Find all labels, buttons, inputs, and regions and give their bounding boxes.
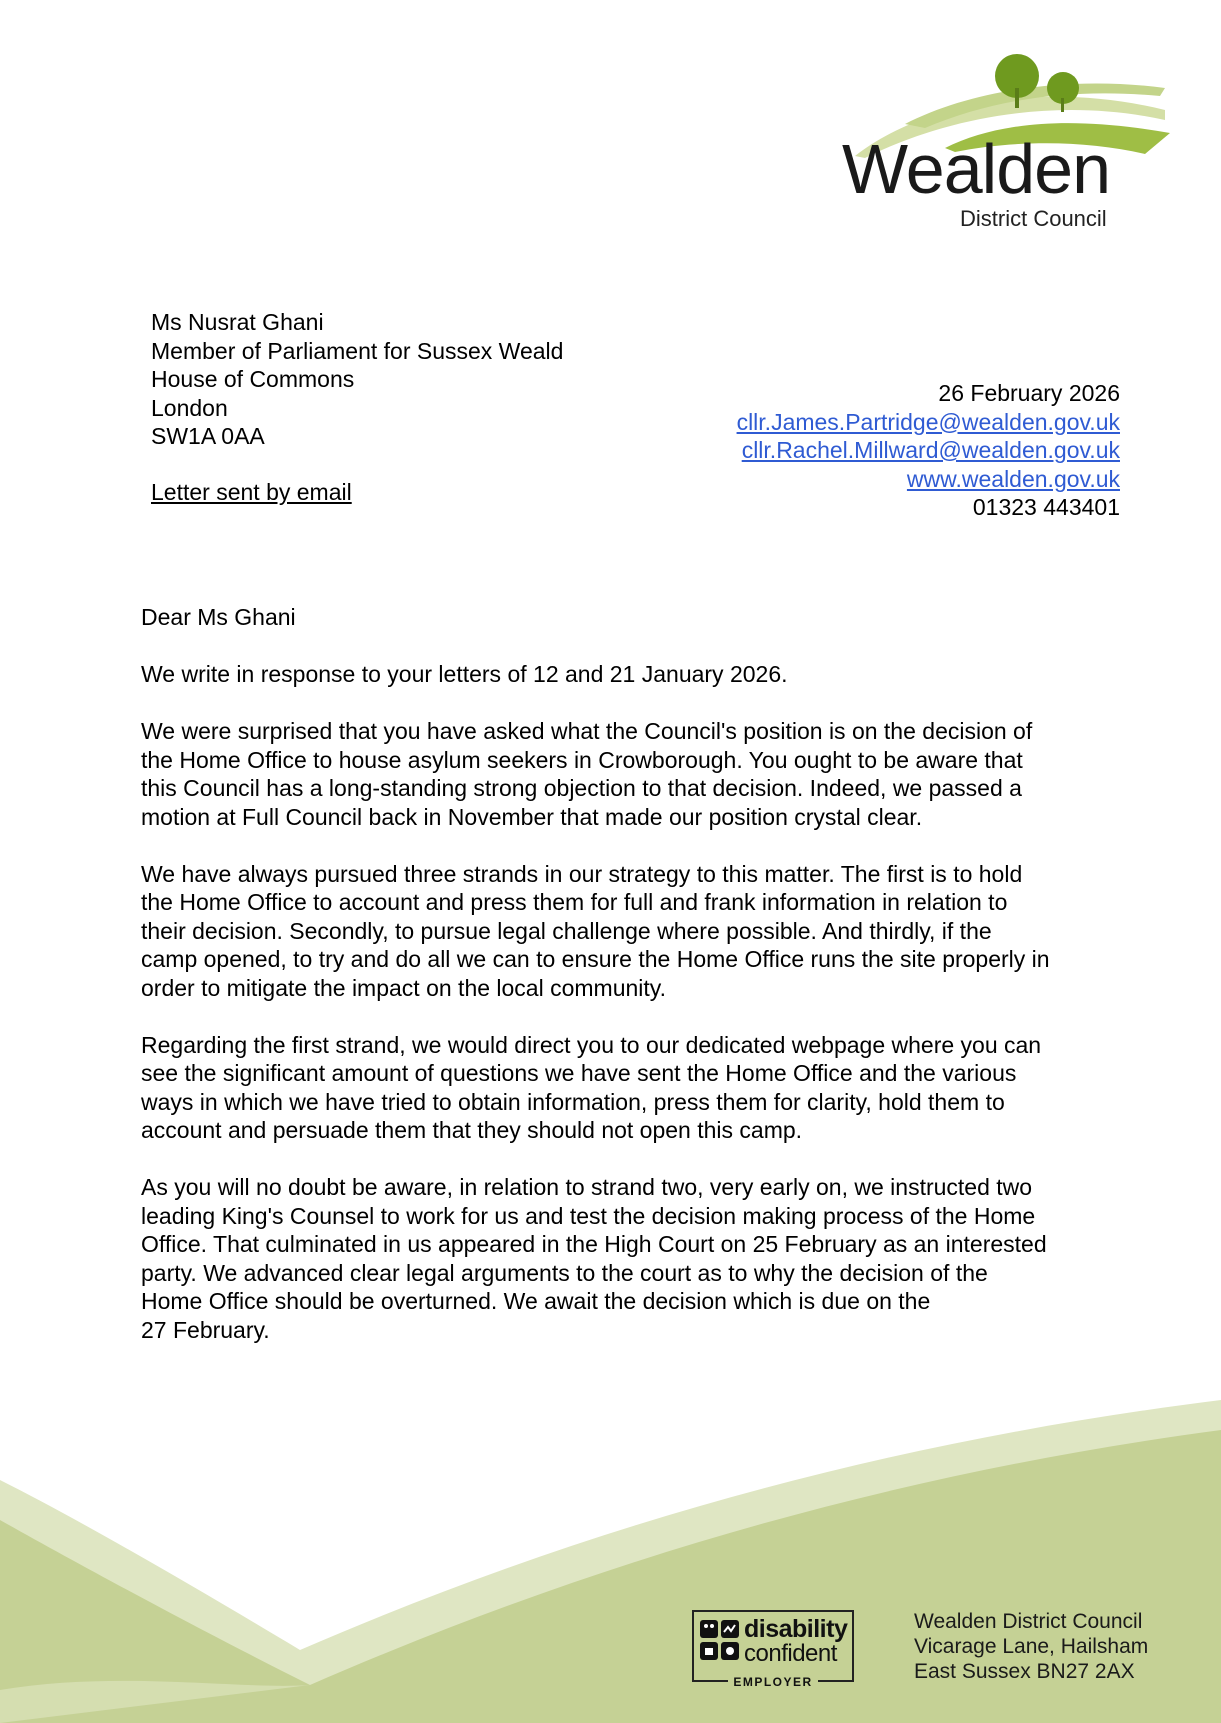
disability-confident-badge <box>692 1610 854 1689</box>
paragraph-line: camp opened, to try and do all we can to ensure the Home Office runs the site properly in <box>141 946 1050 972</box>
paragraph-line: account and persuade them that they should not open this camp. <box>141 1117 803 1143</box>
paragraph-line: this Council has a long-standing strong objection to that decision. Indeed, we passed a <box>141 775 1022 801</box>
paragraph-line: We were surprised that you have asked what the Council's position is on the decision of <box>141 718 1033 744</box>
footer-address <box>914 1609 1148 1684</box>
footer-address-line: Wealden District Council <box>914 1610 1143 1633</box>
badge-word-confident: confident <box>744 1640 837 1667</box>
paragraph-line: We write in response to your letters of 12 and 21 January 2026. <box>141 661 788 687</box>
footer-address-line: East Sussex BN27 2AX <box>914 1660 1135 1683</box>
paragraph-line: Regarding the first strand, we would direct you to our dedicated webpage where you can <box>141 1031 1042 1058</box>
paragraph <box>141 660 1131 689</box>
letter-date: 26 February 2026 <box>938 380 1120 406</box>
recipient-line: Member of Parliament for Sussex Weald <box>151 337 564 364</box>
paragraph-line: see the significant amount of questions we have sent the Home Office and the various <box>141 1060 1017 1086</box>
paragraph <box>141 860 1131 1003</box>
contact-block <box>737 379 1120 522</box>
letter-body <box>141 603 1131 1373</box>
paragraph-line: party. We advanced clear legal arguments to the court as to why the decision of the <box>141 1259 988 1286</box>
paragraph-line: Home Office should be overturned. We await the decision which is due on the <box>141 1288 931 1314</box>
website-link[interactable]: www.wealden.gov.uk <box>906 465 1120 492</box>
wealden-logo <box>835 48 1170 238</box>
footer-address-line: Vicarage Lane, Hailsham <box>914 1635 1149 1658</box>
recipient-line: House of Commons <box>151 366 355 392</box>
org-name: Wealden <box>842 130 1111 208</box>
badge-word-employer: EMPLOYER <box>728 1675 817 1689</box>
recipient-address <box>151 308 563 451</box>
paragraph-line: order to mitigate the impact on the local community. <box>141 974 666 1001</box>
paragraph <box>141 717 1131 831</box>
paragraph-line: 27 February. <box>141 1316 270 1343</box>
paragraph-line: leading King's Counsel to work for us and test the decision making process of the Home <box>141 1202 1036 1229</box>
org-subtitle: District Council <box>960 206 1107 231</box>
paragraph-line: the Home Office to house asylum seekers in Crowborough. You ought to be aware that <box>141 746 1023 773</box>
paragraph-line: We have always pursued three strands in our strategy to this matter. The first is to hold <box>141 860 1023 887</box>
paragraph-line: Office. That culminated in us appeared in the High Court on 25 February as an interested <box>141 1231 1047 1257</box>
paragraph-line: motion at Full Council back in November that made our position crystal clear. <box>141 803 923 830</box>
phone-number: 01323 443401 <box>972 494 1120 520</box>
paragraph <box>141 1031 1131 1145</box>
paragraph <box>141 1173 1131 1344</box>
recipient-line: Ms Nusrat Ghani <box>151 309 324 335</box>
disability-confident-icon <box>700 1620 740 1664</box>
salutation: Dear Ms Ghani <box>141 604 296 630</box>
paragraph-line: As you will no doubt be aware, in relation to strand two, very early on, we instructed two <box>141 1174 1033 1200</box>
recipient-line: SW1A 0AA <box>151 423 265 449</box>
paragraph-line: the Home Office to account and press them for full and frank information in relation to <box>141 889 1008 915</box>
email-link-millward[interactable]: cllr.Rachel.Millward@wealden.gov.uk <box>741 437 1120 463</box>
paragraph-line: ways in which we have tried to obtain information, press them for clarity, hold them to <box>141 1088 1005 1115</box>
recipient-line: London <box>151 394 228 421</box>
email-link-partridge[interactable]: cllr.James.Partridge@wealden.gov.uk <box>736 408 1120 435</box>
badge-word-disability: disability <box>744 1615 848 1643</box>
delivery-note: Letter sent by email <box>151 479 352 505</box>
paragraph-line: their decision. Secondly, to pursue legal challenge where possible. And thirdly, if the <box>141 917 992 944</box>
